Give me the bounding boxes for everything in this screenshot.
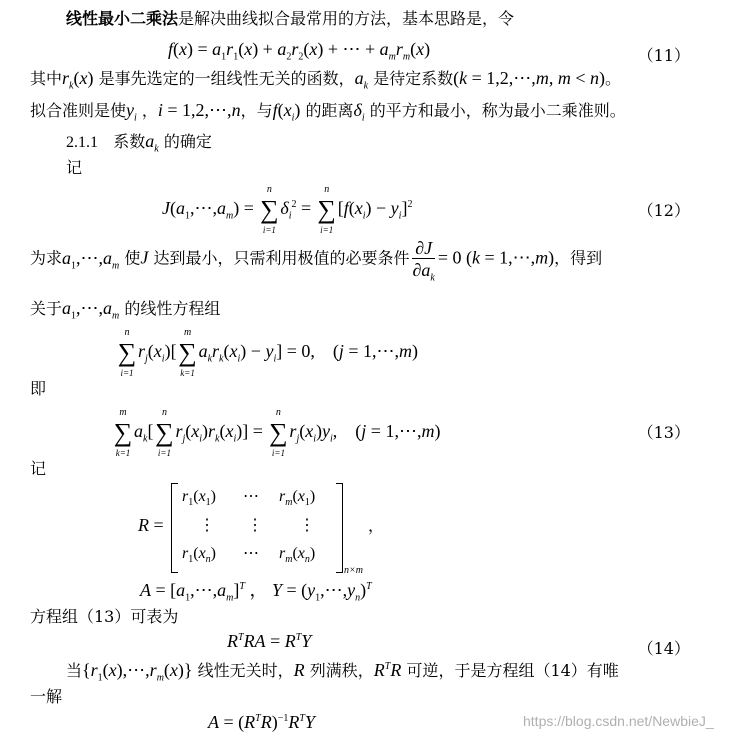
equation-linear-system: n ∑ i=1 $r_j(x_i)$[ m ∑ k=1 $a_kr_k(x_i) - y_i] = 0$, (j = 1,⋯,m)	[117, 327, 419, 378]
line-qizhong: 其中$r_k(x)$ 是事先选定的一组线性无关的函数，$a_k$ 是待定系数(k = 1,2,⋯,m, m < n)。	[30, 68, 621, 92]
equation-11-number: （11）	[637, 46, 690, 65]
equation-solution: $A = (R^TR)^{-1}R^TY$	[208, 712, 315, 732]
equation-14: $R^TRA = R^TY$	[227, 631, 312, 651]
equation-12-number: （12）	[637, 201, 690, 220]
intro-title-bold: 线性最小二乘法	[66, 9, 179, 28]
equation-14-number: （14）	[637, 639, 690, 658]
line-guanyu: 关于$a_1,\cdots,a_m$ 的线性方程组	[30, 298, 221, 322]
line-weiqiu: 为求$a_1,\cdots,a_m$ 使J 达到最小，只需利用极值的必要条件 $\frac{\partial J}{\partial a_k}$ = 0 (k = 1,⋯,m)，得到	[30, 238, 603, 284]
line-yijie: 一解	[30, 687, 63, 706]
word-ji-1: 记	[66, 158, 83, 177]
equation-12: $J(a_1,\cdots,a_m)$ = n ∑ i=1 $\delta_i^2$ = n ∑ i=1 $[f(x_i) - y_i]^2$	[162, 184, 413, 235]
word-ji-3: 记	[30, 459, 47, 478]
matrix-r: $r_1(x_1)$ ⋯ $r_m(x_1)$ ⋮ ⋮ ⋮ $r_1(x_n)$ ⋯ $r_m(x_n)$	[171, 483, 343, 573]
intro-line	[66, 11, 514, 27]
watermark: https://blog.csdn.net/NewbieJ_	[523, 713, 714, 729]
equation-a-y: $A = [a_1,\cdots,a_m]^T$ ， $Y = (y_1,\cdots,y_n)^T$	[140, 580, 372, 604]
matrix-size: n×m	[344, 565, 363, 576]
word-ji-2: 即	[30, 379, 47, 398]
line-nihe: 拟合准则是使$y_i$ ，i = 1,2,⋯,n，与$f(x_i)$ 的距离$\delta_i$ 的平方和最小，称为最小二乘准则。	[30, 100, 626, 124]
equation-13: m ∑ k=1 $a_k$[ n ∑ i=1 $r_j(x_i)r_k(x_i)$] = n ∑ i=1 $r_j(x_i)y_i$, (j = 1,⋯,m)	[113, 407, 441, 458]
section-heading: 2.1.1 系数$a_k$ 的确定	[66, 131, 212, 155]
intro-text: 是解决曲线拟合最常用的方法，基本思路是，令	[178, 9, 515, 28]
equation-13-number: （13）	[637, 423, 690, 442]
matrix-comma: ，	[368, 516, 385, 535]
matrix-r-label: R =	[138, 515, 164, 535]
line-fangcheng: 方程组（13）可表为	[30, 607, 179, 626]
line-dang: 当$\{r_1(x),\cdots,r_m(x)\}$ 线性无关时，R 列满秩，$R^TR$ 可逆，于是方程组（14）有唯	[66, 660, 619, 684]
equation-11: $f(x) = a_1r_1(x) + a_2r_2(x)$ + ⋯ + $a_mr_m(x)$	[168, 39, 431, 63]
